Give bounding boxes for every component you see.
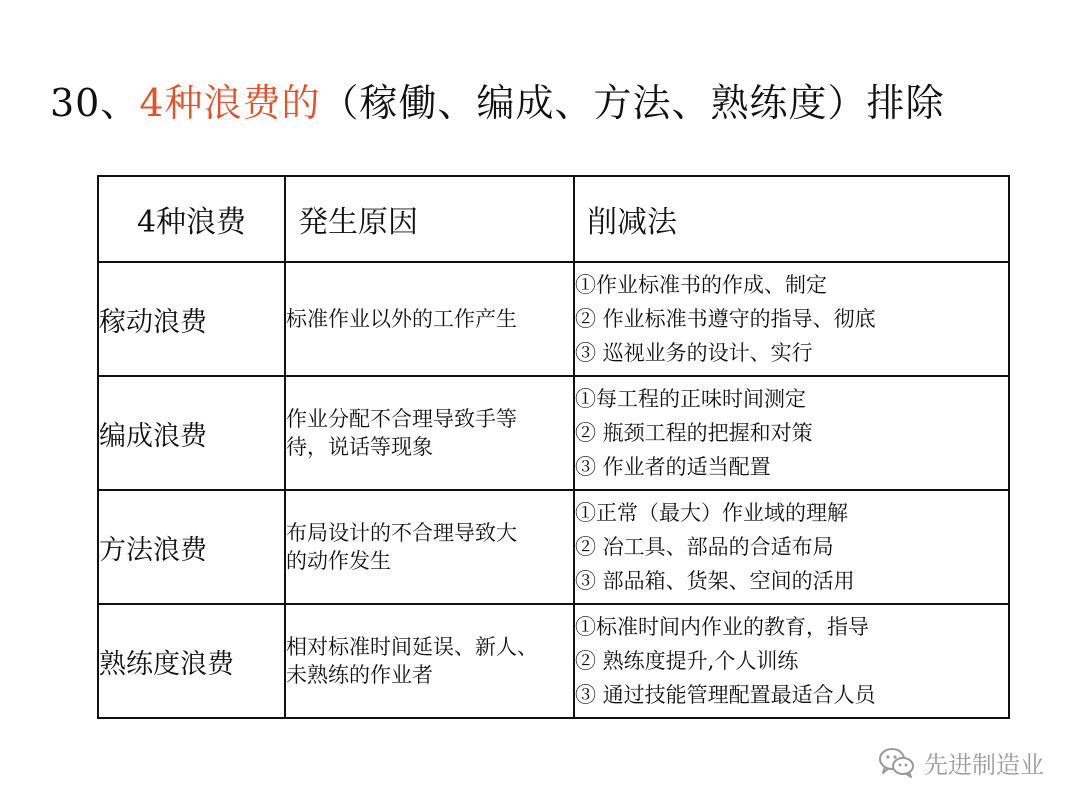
- header-waste-type: 4种浪费: [98, 176, 285, 262]
- waste-measures: [574, 490, 1009, 604]
- measure-item: ①作业标准书的作成、制定: [575, 273, 827, 297]
- waste-table: [97, 175, 1010, 719]
- table-row: [98, 490, 1009, 604]
- waste-cause: 相对标准时间延误、新人、 未熟练的作业者: [285, 604, 574, 718]
- waste-measures: [574, 604, 1009, 718]
- measure-item: ①正常（最大）作业域的理解: [575, 501, 848, 525]
- table-row: [98, 376, 1009, 490]
- table-header-row: [98, 176, 1009, 262]
- measure-item: ③ 通过技能管理配置最适合人员: [575, 683, 876, 707]
- title-rest: （稼働、编成、方法、熟练度）排除: [320, 81, 945, 125]
- waste-cause: 布局设计的不合理导致大 的动作发生: [285, 490, 574, 604]
- measure-item: ③ 部品箱、货架、空间的活用: [575, 569, 855, 593]
- page-title: [50, 78, 945, 128]
- waste-name: 稼动浪费: [98, 262, 285, 376]
- measure-item: ② 瓶颈工程的把握和对策: [575, 421, 813, 445]
- measure-item: ③ 巡视业务的设计、实行: [575, 341, 813, 365]
- measure-item: ② 熟练度提升,个人训练: [575, 649, 799, 673]
- waste-name: 编成浪费: [98, 376, 285, 490]
- waste-measures: [574, 262, 1009, 376]
- header-reduction-method: 削减法: [574, 176, 1009, 262]
- title-highlight: 4种浪费的: [139, 81, 321, 125]
- wechat-icon: [878, 747, 916, 779]
- title-prefix: 30、: [50, 81, 140, 125]
- table-row: [98, 604, 1009, 718]
- waste-cause: 标准作业以外的工作产生: [285, 262, 574, 376]
- waste-name: 方法浪费: [98, 490, 285, 604]
- waste-cause: 作业分配不合理导致手等 待，说话等现象: [285, 376, 574, 490]
- waste-name: 熟练度浪费: [98, 604, 285, 718]
- measure-item: ①每工程的正味时间测定: [575, 387, 806, 411]
- table-row: [98, 262, 1009, 376]
- measure-item: ③ 作业者的适当配置: [575, 455, 771, 479]
- measure-item: ①标准时间内作业的教育，指导: [575, 615, 869, 639]
- waste-measures: [574, 376, 1009, 490]
- watermark: [878, 745, 1044, 780]
- header-cause: 発生原因: [285, 176, 574, 262]
- measure-item: ② 冶工具、部品的合适布局: [575, 535, 834, 559]
- watermark-text: 先进制造业: [924, 751, 1044, 779]
- measure-item: ② 作业标准书遵守的指导、彻底: [575, 307, 876, 331]
